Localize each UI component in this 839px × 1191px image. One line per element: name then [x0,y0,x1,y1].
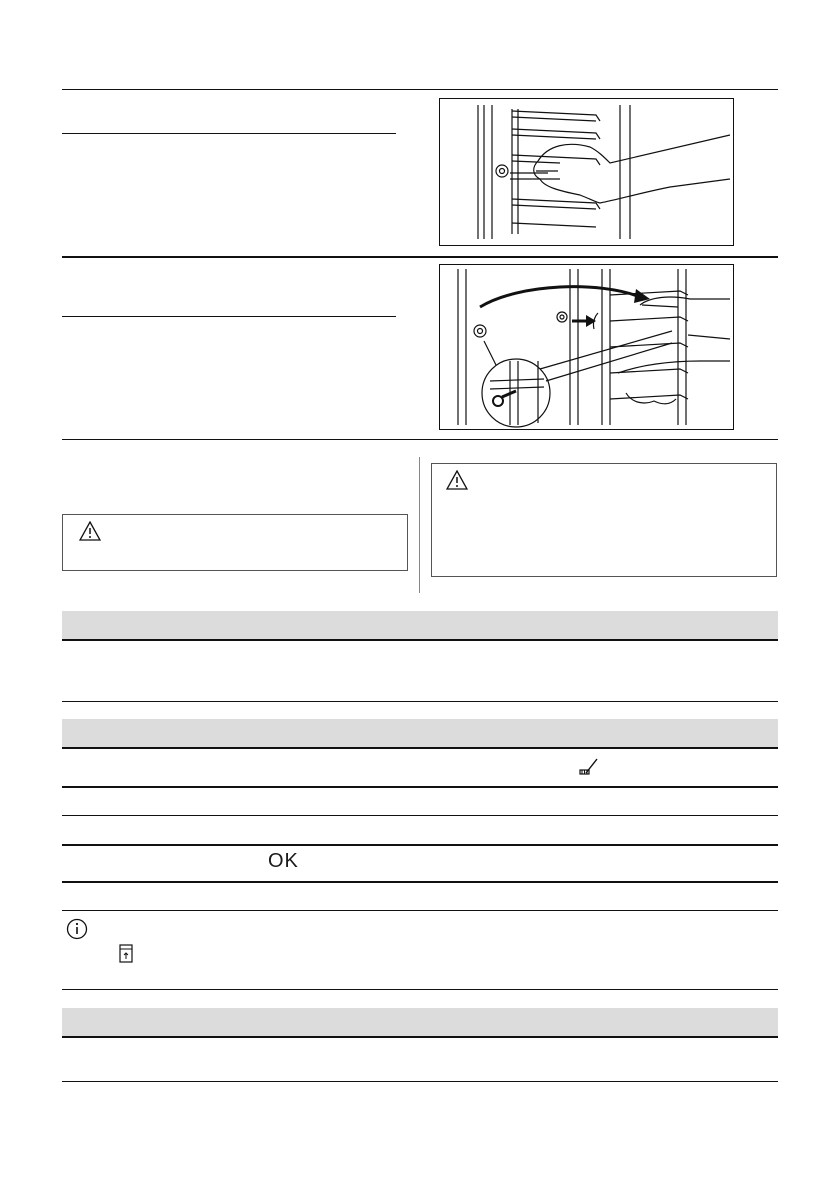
table-row-divider [62,1081,778,1082]
column-divider [419,457,420,593]
table-header-1 [62,611,778,641]
table-row-divider [62,815,778,816]
warning-triangle-icon [79,521,101,541]
section-rule-1 [62,256,778,258]
cleaning-brush-icon [578,757,602,777]
table-row-divider [62,989,778,990]
door-lock-icon [119,944,133,964]
top-rule [62,89,778,90]
shelf-support-rear-drawing [440,265,733,429]
illustration-remove-shelf-support-rear [439,264,734,430]
warning-box-right [431,463,777,577]
table-row-divider [62,881,778,883]
table-row-divider [62,910,778,911]
step-1-rule [62,133,396,134]
table-header-2 [62,719,778,749]
warning-triangle-icon [446,470,468,490]
warning-box-left [62,514,408,571]
table-row-divider [62,786,778,788]
table-row-divider [62,844,778,846]
step-2-rule [62,316,396,317]
table-header-3 [62,1008,778,1038]
table-row-divider [62,701,778,702]
info-icon [66,918,88,940]
illustration-remove-shelf-support-front [439,98,734,246]
shelf-support-front-drawing [440,99,733,245]
ok-button-label: OK [268,850,299,872]
section-rule-2 [62,439,778,440]
